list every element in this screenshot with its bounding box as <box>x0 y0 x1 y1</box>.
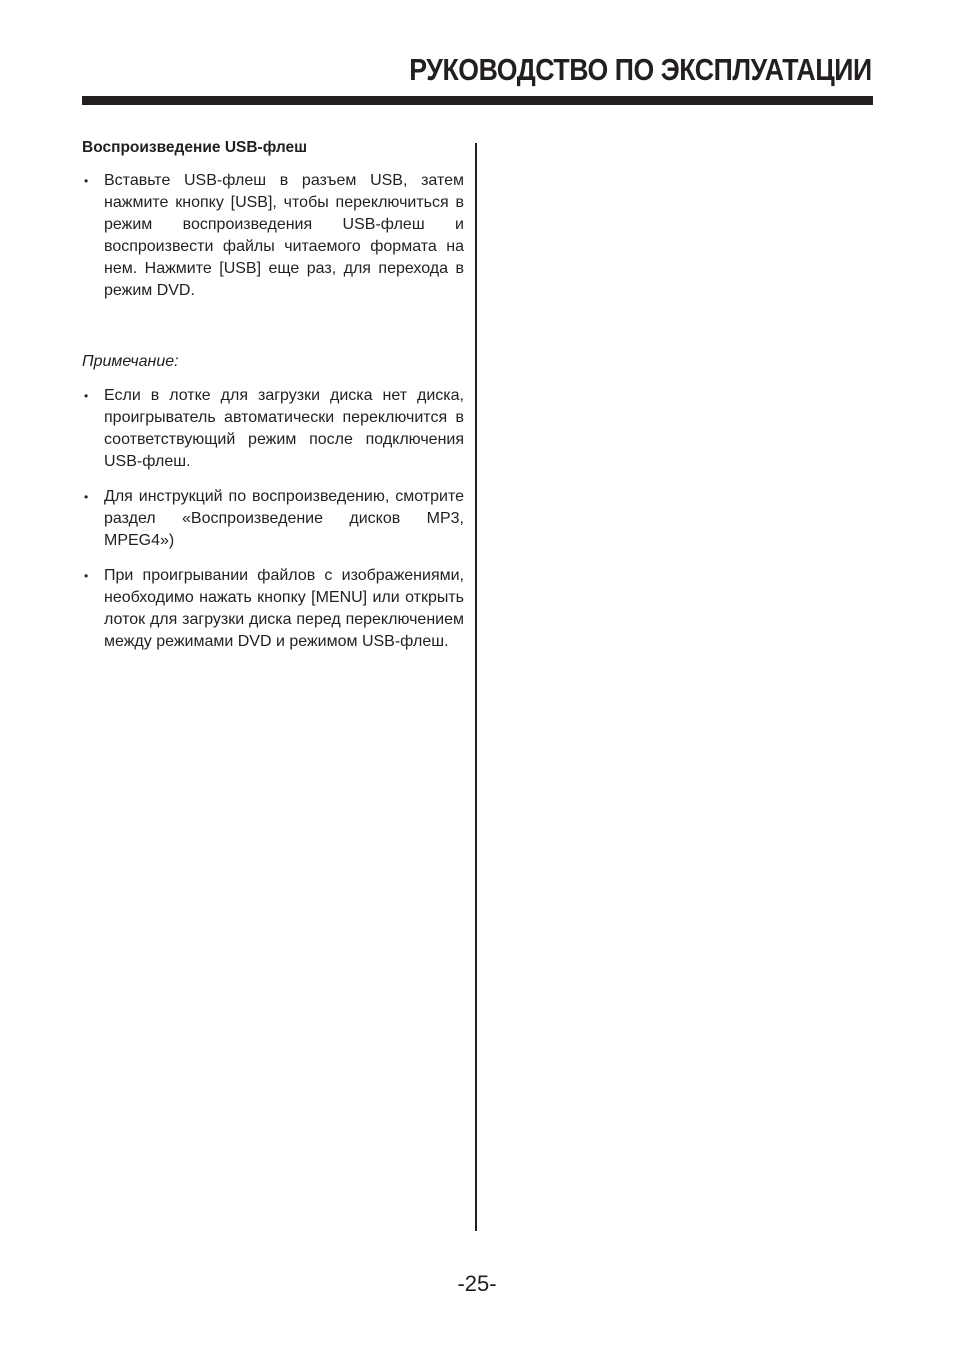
list-item <box>82 565 464 653</box>
list-item <box>82 385 464 473</box>
header-rule <box>82 96 873 105</box>
list-item-text: Если в лотке для загрузки диска нет диска, проигрыватель автоматически переключится в соответствующий режим после подключения USB-флеш. <box>104 387 464 470</box>
list-item <box>82 486 464 552</box>
left-column <box>82 137 464 666</box>
bullet-mark: • <box>84 490 89 504</box>
note-bullet-list <box>82 385 464 653</box>
section-heading: Воспроизведение USB-флеш <box>82 139 308 156</box>
list-item-text: Для инструкций по воспроизведению, смотрите раздел «Воспроизведение дисков MP3, MPEG4») <box>104 488 464 549</box>
bullet-mark: • <box>84 569 89 583</box>
bullet-mark: • <box>84 174 89 188</box>
page-number: -25- <box>457 1271 497 1296</box>
page-header-title: РУКОВОДСТВО ПО ЭКСПЛУАТАЦИИ <box>409 52 872 87</box>
note-label: Примечание: <box>82 353 179 370</box>
list-item-text: Вставьте USB-флеш в разъем USB, затем нажмите кнопку [USB], чтобы переключиться в режим воспроизведения USB-флеш и воспроизвести файлы читаемого формата на нем. Нажмите [USB] еще раз, для перехода в режим DVD. <box>104 172 464 299</box>
bullet-mark: • <box>84 389 89 403</box>
list-item-text: При проигрывании файлов с изображениями, необходимо нажать кнопку [MENU] или открыть лоток для загрузки диска перед переключением между режимами DVD и режимом USB-флеш. <box>104 567 464 650</box>
list-item <box>82 170 464 302</box>
section-bullet-list <box>82 170 464 302</box>
column-divider <box>475 143 477 1231</box>
